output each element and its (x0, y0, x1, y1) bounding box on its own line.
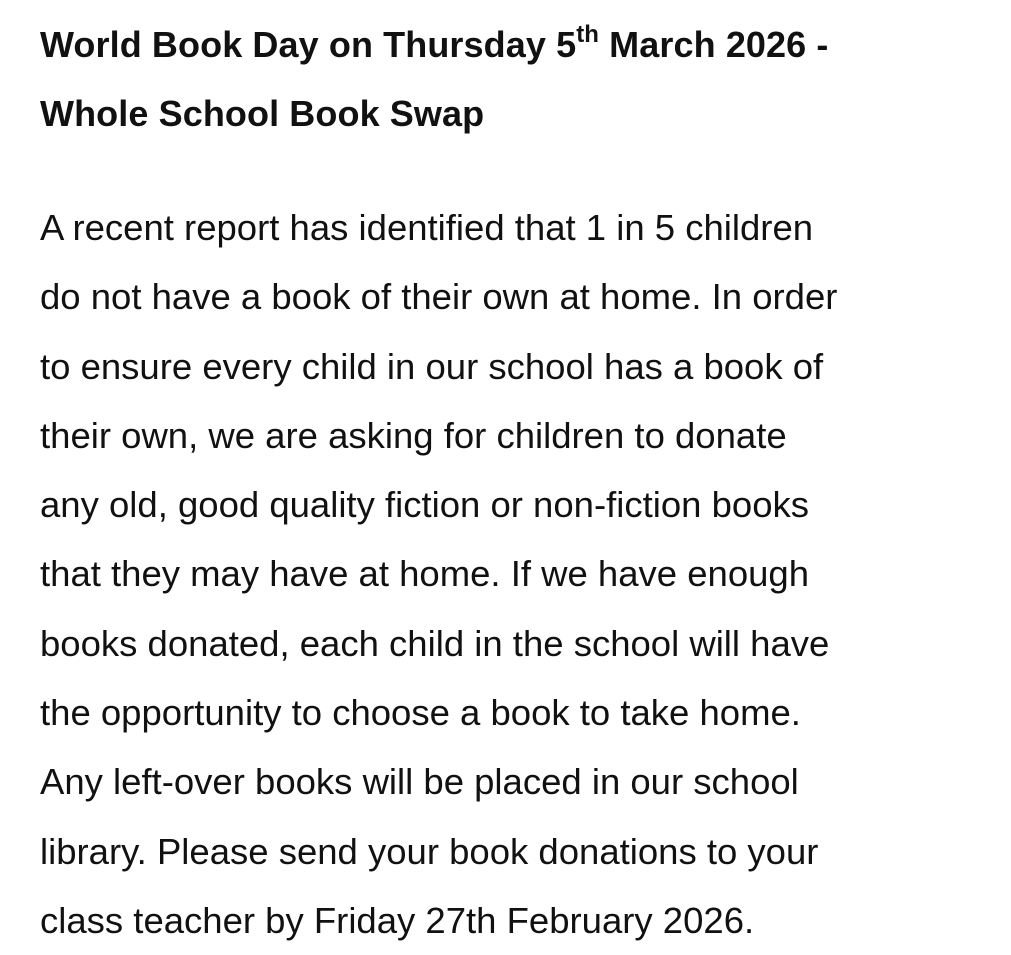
body-line: library. Please send your book donations to your (40, 830, 819, 872)
body-line: any old, good quality fiction or non-fiction books (40, 484, 809, 526)
notice-page (40, 0, 1011, 941)
body-line: to ensure every child in our school has a book of (40, 345, 824, 387)
heading-ordinal-suffix: th (576, 21, 600, 48)
heading-line-2: Whole School Book Swap (40, 93, 485, 134)
body-line: the opportunity to choose a book to take home. (40, 692, 801, 734)
body-line: Any left-over books will be placed in our school (40, 761, 799, 803)
body-line: books donated, each child in the school will have (40, 622, 830, 664)
body-line: class teacher by Friday 27th February 2026. (40, 899, 755, 941)
body-line: that they may have at home. If we have enough (40, 553, 810, 595)
heading-line-1 (40, 10, 1011, 79)
notice-body (40, 193, 837, 955)
body-line: A recent report has identified that 1 in 5 children (40, 207, 814, 248)
body-line: do not have a book of their own at home. In order (40, 276, 838, 318)
heading-title-end: March 2026 - (599, 24, 829, 65)
notice-heading (40, 0, 1011, 148)
body-line: their own, we are asking for children to donate (40, 414, 787, 456)
heading-title-start: World Book Day on Thursday 5 (40, 24, 577, 65)
